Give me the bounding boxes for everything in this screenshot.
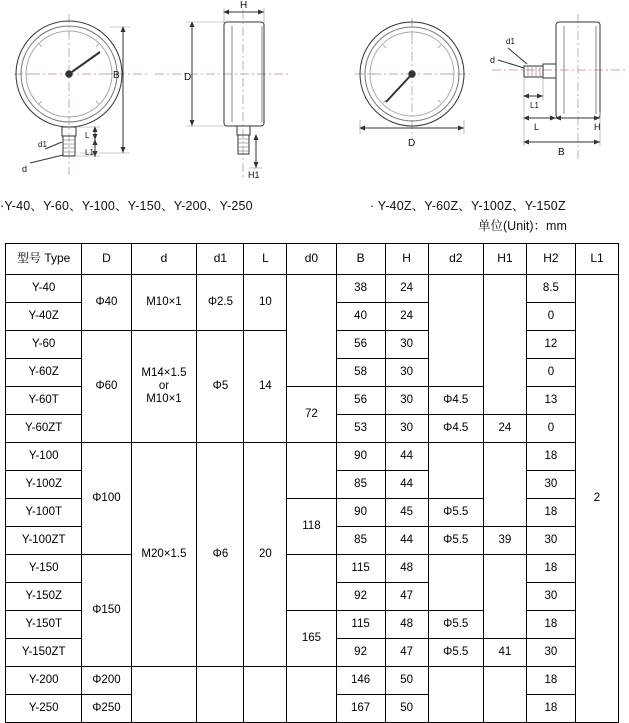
table-row xyxy=(6,275,619,303)
drawings-area xyxy=(0,0,629,196)
cell-B: 85 xyxy=(336,471,385,499)
cell-type: Y-60 xyxy=(6,331,82,359)
cell-B: 56 xyxy=(336,387,385,415)
cell-H: 24 xyxy=(385,303,428,331)
cell-type: Y-60ZT xyxy=(6,415,82,443)
cell-H: 50 xyxy=(385,695,428,723)
label-fig4-H: H xyxy=(594,122,601,132)
cell-H1 xyxy=(483,443,526,527)
header-D: D xyxy=(82,244,131,275)
label-fig4-d1: d1 xyxy=(506,37,515,46)
spec-table-wrap xyxy=(5,243,619,723)
label-fig1-B: B xyxy=(113,70,120,81)
cell-D: Φ150 xyxy=(82,555,131,667)
header-H1: H1 xyxy=(483,244,526,275)
cell-B: 38 xyxy=(336,275,385,303)
cell-type: Y-100Z xyxy=(6,471,82,499)
label-fig1-L: L xyxy=(85,131,90,140)
cell-B: 85 xyxy=(336,527,385,555)
cell-H2: 30 xyxy=(526,583,575,611)
cell-H2: 18 xyxy=(526,443,575,471)
cell-H1 xyxy=(483,275,526,415)
cell-H: 30 xyxy=(385,387,428,415)
label-fig2-H1: H1 xyxy=(248,170,260,180)
cell-B: 115 xyxy=(336,555,385,583)
cell-D: Φ200 xyxy=(82,667,131,695)
cell-H2: 0 xyxy=(526,415,575,443)
label-fig1-L1: L1 xyxy=(85,148,94,157)
cell-D: Φ60 xyxy=(82,331,131,443)
cell-D: Φ250 xyxy=(82,695,131,723)
cell-d0: 165 xyxy=(287,611,336,667)
label-fig2-H: H xyxy=(240,0,248,11)
label-fig4-d: d xyxy=(490,55,496,65)
label-fig4-B: B xyxy=(558,147,565,158)
cell-d2: Φ5.5 xyxy=(428,611,483,639)
header-B: B xyxy=(336,244,385,275)
cell-H: 44 xyxy=(385,443,428,471)
header-H: H xyxy=(385,244,428,275)
cell-H: 45 xyxy=(385,499,428,527)
cell-d2: Φ5.5 xyxy=(428,527,483,555)
cell-d xyxy=(131,667,197,723)
cell-d2: Φ4.5 xyxy=(428,387,483,415)
cell-type: Y-40Z xyxy=(6,303,82,331)
cell-H1: 41 xyxy=(483,639,526,667)
cell-H: 47 xyxy=(385,639,428,667)
cell-H: 47 xyxy=(385,583,428,611)
cell-H2: 30 xyxy=(526,527,575,555)
caption-z-models: · Y-40Z、Y-60Z、Y-100Z、Y-150Z xyxy=(370,199,566,213)
label-fig4-L1: L1 xyxy=(530,101,539,110)
cell-L: 10 xyxy=(244,275,287,331)
cell-d1: Φ6 xyxy=(197,443,244,667)
cell-H1: 24 xyxy=(483,415,526,443)
cell-type: Y-150T xyxy=(6,611,82,639)
cell-d0: 72 xyxy=(287,387,336,443)
cell-B: 53 xyxy=(336,415,385,443)
cell-H1 xyxy=(483,667,526,723)
header-L: L xyxy=(244,244,287,275)
cell-H2: 13 xyxy=(526,387,575,415)
header-d2: d2 xyxy=(428,244,483,275)
cell-H: 48 xyxy=(385,611,428,639)
cell-H: 44 xyxy=(385,527,428,555)
cell-H1: 39 xyxy=(483,527,526,555)
cell-H: 48 xyxy=(385,555,428,583)
cell-type: Y-150 xyxy=(6,555,82,583)
cell-d0 xyxy=(287,443,336,499)
cell-d1: Φ5 xyxy=(197,331,244,443)
cell-H2: 18 xyxy=(526,499,575,527)
cell-d0: 118 xyxy=(287,499,336,555)
cell-d2 xyxy=(428,667,483,723)
cell-B: 90 xyxy=(336,499,385,527)
cell-d0 xyxy=(287,275,336,387)
label-fig1-d1: d1 xyxy=(38,140,47,149)
header-d0: d0 xyxy=(287,244,336,275)
header-d: d xyxy=(131,244,197,275)
cell-H2: 18 xyxy=(526,611,575,639)
cell-B: 115 xyxy=(336,611,385,639)
cell-H2: 0 xyxy=(526,359,575,387)
cell-d1: Φ2.5 xyxy=(197,275,244,331)
cell-L1: 2 xyxy=(576,275,619,723)
cell-B: 56 xyxy=(336,331,385,359)
label-fig4-L: L xyxy=(534,122,540,132)
label-fig2-D: D xyxy=(184,72,192,83)
cell-type: Y-100ZT xyxy=(6,527,82,555)
cell-H2: 0 xyxy=(526,303,575,331)
cell-H2: 18 xyxy=(526,667,575,695)
cell-B: 40 xyxy=(336,303,385,331)
cell-type: Y-200 xyxy=(6,667,82,695)
cell-d: M14×1.5 or M10×1 xyxy=(131,331,197,443)
cell-d2: Φ4.5 xyxy=(428,415,483,443)
spec-table xyxy=(5,243,619,723)
cell-H2: 30 xyxy=(526,471,575,499)
cell-H2: 12 xyxy=(526,331,575,359)
unit-note: 单位(Unit)：mm xyxy=(478,219,567,233)
cell-H: 50 xyxy=(385,667,428,695)
cell-D: Φ100 xyxy=(82,443,131,555)
cell-H: 30 xyxy=(385,415,428,443)
cell-B: 58 xyxy=(336,359,385,387)
cell-d1 xyxy=(197,667,244,723)
cell-H2: 18 xyxy=(526,695,575,723)
cell-type: Y-40 xyxy=(6,275,82,303)
cell-d0 xyxy=(287,555,336,611)
cell-D: Φ40 xyxy=(82,275,131,331)
cell-H2: 8.5 xyxy=(526,275,575,303)
cell-L xyxy=(244,667,287,723)
cell-type: Y-100 xyxy=(6,443,82,471)
label-fig1-d: d xyxy=(22,164,28,174)
cell-type: Y-60T xyxy=(6,387,82,415)
header-d1: d1 xyxy=(197,244,244,275)
cell-d2: Φ5.5 xyxy=(428,499,483,527)
cell-d2: Φ5.5 xyxy=(428,639,483,667)
cell-B: 146 xyxy=(336,667,385,695)
caption-standard-models: ·Y-40、Y-60、Y-100、Y-150、Y-200、Y-250 xyxy=(0,199,253,213)
cell-d0 xyxy=(287,667,336,723)
header-H2: H2 xyxy=(526,244,575,275)
table-row xyxy=(6,443,619,471)
header-L1: L1 xyxy=(576,244,619,275)
cell-H: 44 xyxy=(385,471,428,499)
cell-H1 xyxy=(483,555,526,639)
cell-L: 20 xyxy=(244,443,287,667)
cell-B: 92 xyxy=(336,583,385,611)
cell-L: 14 xyxy=(244,331,287,443)
cell-H2: 18 xyxy=(526,555,575,583)
cell-H: 24 xyxy=(385,275,428,303)
cell-d: M10×1 xyxy=(131,275,197,331)
cell-d2 xyxy=(428,275,483,387)
cell-type: Y-250 xyxy=(6,695,82,723)
cell-type: Y-60Z xyxy=(6,359,82,387)
table-row xyxy=(6,555,619,583)
cell-type: Y-150ZT xyxy=(6,639,82,667)
label-fig3-D: D xyxy=(408,138,416,149)
table-header-row xyxy=(6,244,619,275)
cell-d2 xyxy=(428,443,483,499)
cell-d: M20×1.5 xyxy=(131,443,197,667)
cell-B: 90 xyxy=(336,443,385,471)
cell-H: 30 xyxy=(385,359,428,387)
cell-B: 92 xyxy=(336,639,385,667)
cell-H2: 30 xyxy=(526,639,575,667)
cell-type: Y-150Z xyxy=(6,583,82,611)
figure-captions xyxy=(0,196,629,240)
cell-B: 167 xyxy=(336,695,385,723)
cell-type: Y-100T xyxy=(6,499,82,527)
cell-d2 xyxy=(428,555,483,611)
cell-H: 30 xyxy=(385,331,428,359)
table-row xyxy=(6,667,619,695)
technical-drawings-svg xyxy=(0,0,629,196)
header-type: 型号 Type xyxy=(6,244,82,275)
